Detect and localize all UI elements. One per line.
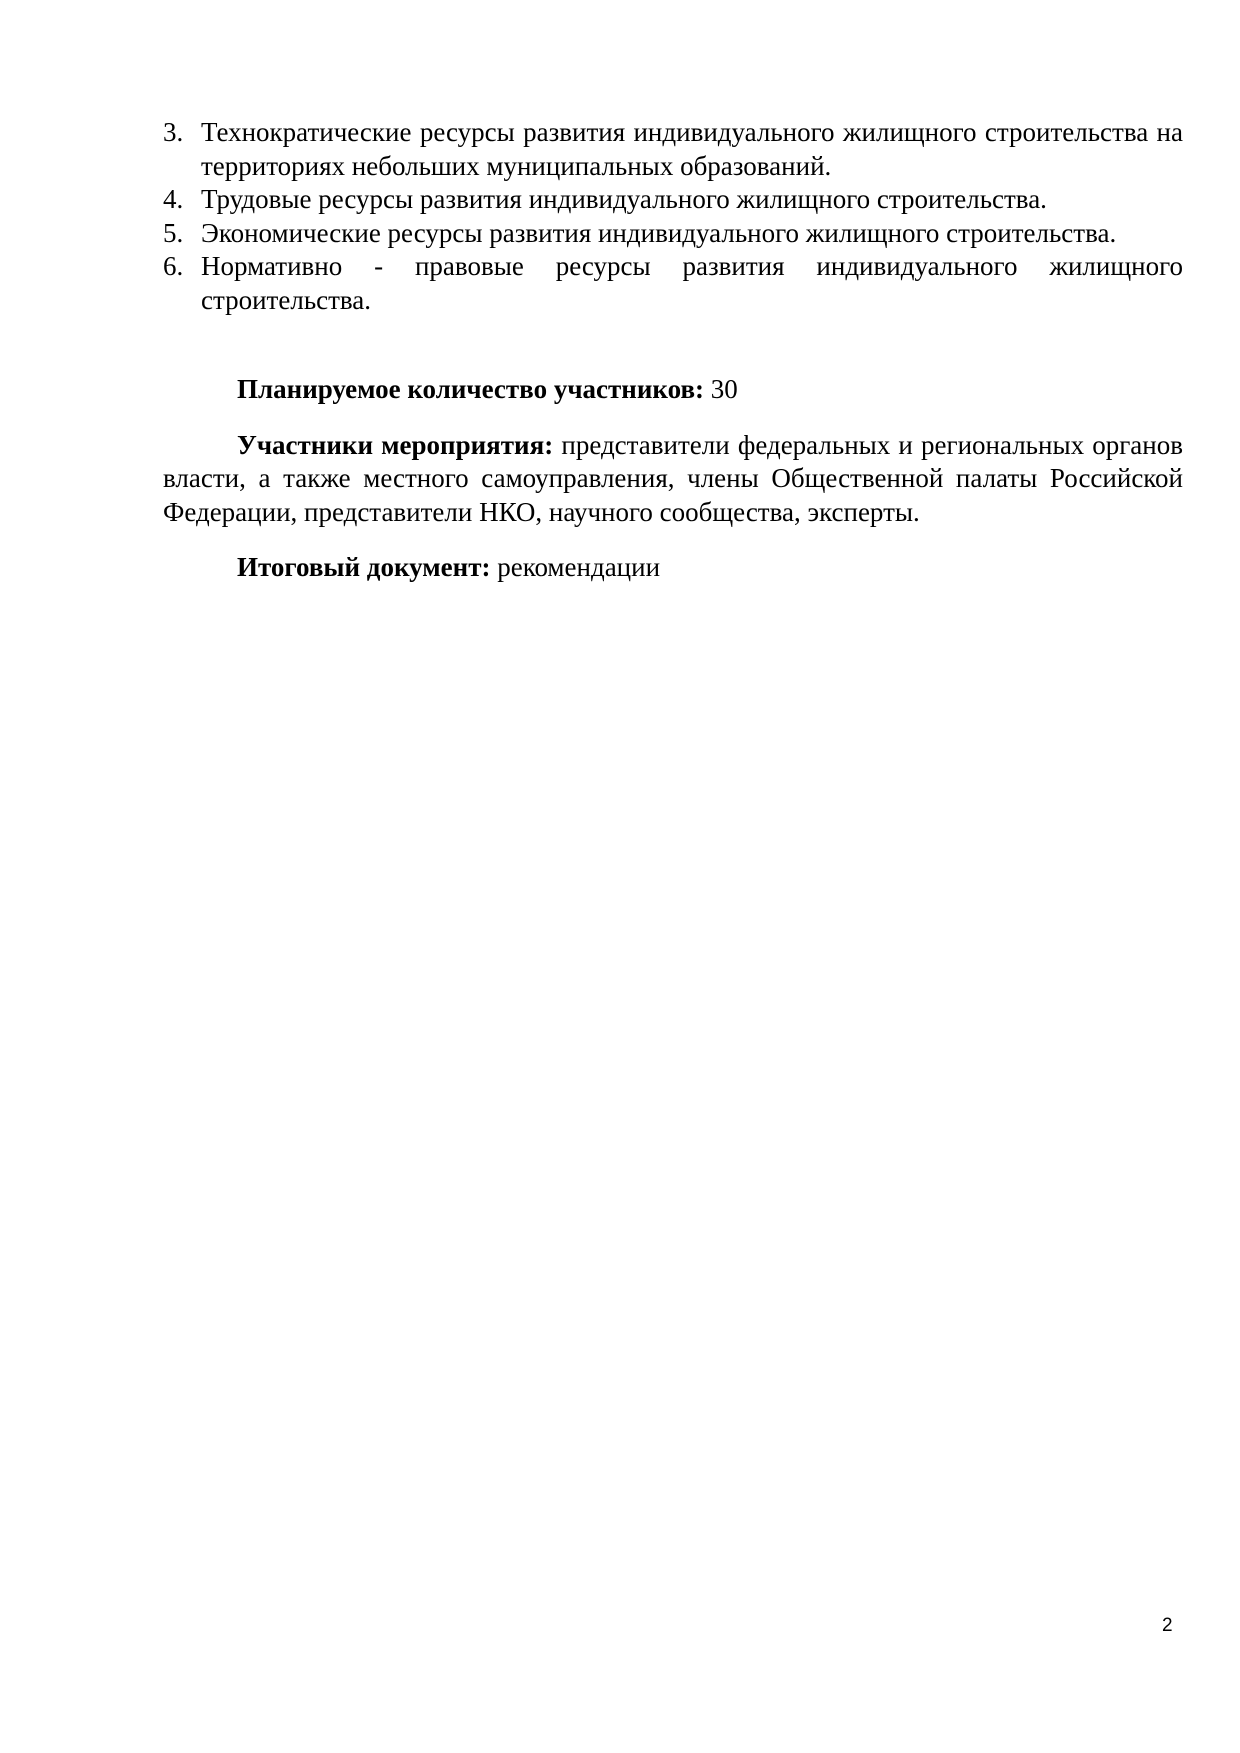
participants-count-value: 30 xyxy=(704,374,738,404)
list-item xyxy=(163,116,1183,183)
participants-value: представители федеральных и региональных органов власти, а также местного самоуправления, члены Общественной палаты Российской Федерации, представители НКО, научного сообщества, эксперты. xyxy=(163,429,1183,527)
participants-label: Участники мероприятия: xyxy=(237,429,554,460)
list-item-text: Нормативно - правовые ресурсы развития индивидуального жилищного строительства. xyxy=(201,251,1183,315)
list-item-number: 6. xyxy=(163,251,184,281)
participants-count-paragraph xyxy=(163,373,1183,407)
participants-count-label: Планируемое количество участников: xyxy=(237,374,705,404)
page-content xyxy=(163,116,1183,585)
list-item-text: Трудовые ресурсы развития индивидуального жилищного строительства. xyxy=(201,184,1047,214)
list-item-text: Экономические ресурсы развития индивидуального жилищного строительства. xyxy=(201,217,1117,248)
resources-list xyxy=(163,116,1183,317)
final-document-label: Итоговый документ: xyxy=(237,552,491,582)
final-document-paragraph xyxy=(163,551,1183,585)
list-item xyxy=(163,250,1183,317)
list-item-number: 5. xyxy=(163,217,184,248)
list-item-text: Технократические ресурсы развития индивидуального жилищного строительства на территориях небольших муниципальных образований. xyxy=(201,117,1183,181)
list-item-number: 4. xyxy=(163,184,184,214)
participants-paragraph xyxy=(163,429,1183,530)
list-item xyxy=(163,183,1183,217)
list-item xyxy=(163,217,1183,251)
page-number: 2 xyxy=(1162,1615,1173,1636)
list-item-number: 3. xyxy=(163,117,184,147)
final-document-value: рекомендации xyxy=(490,552,661,582)
